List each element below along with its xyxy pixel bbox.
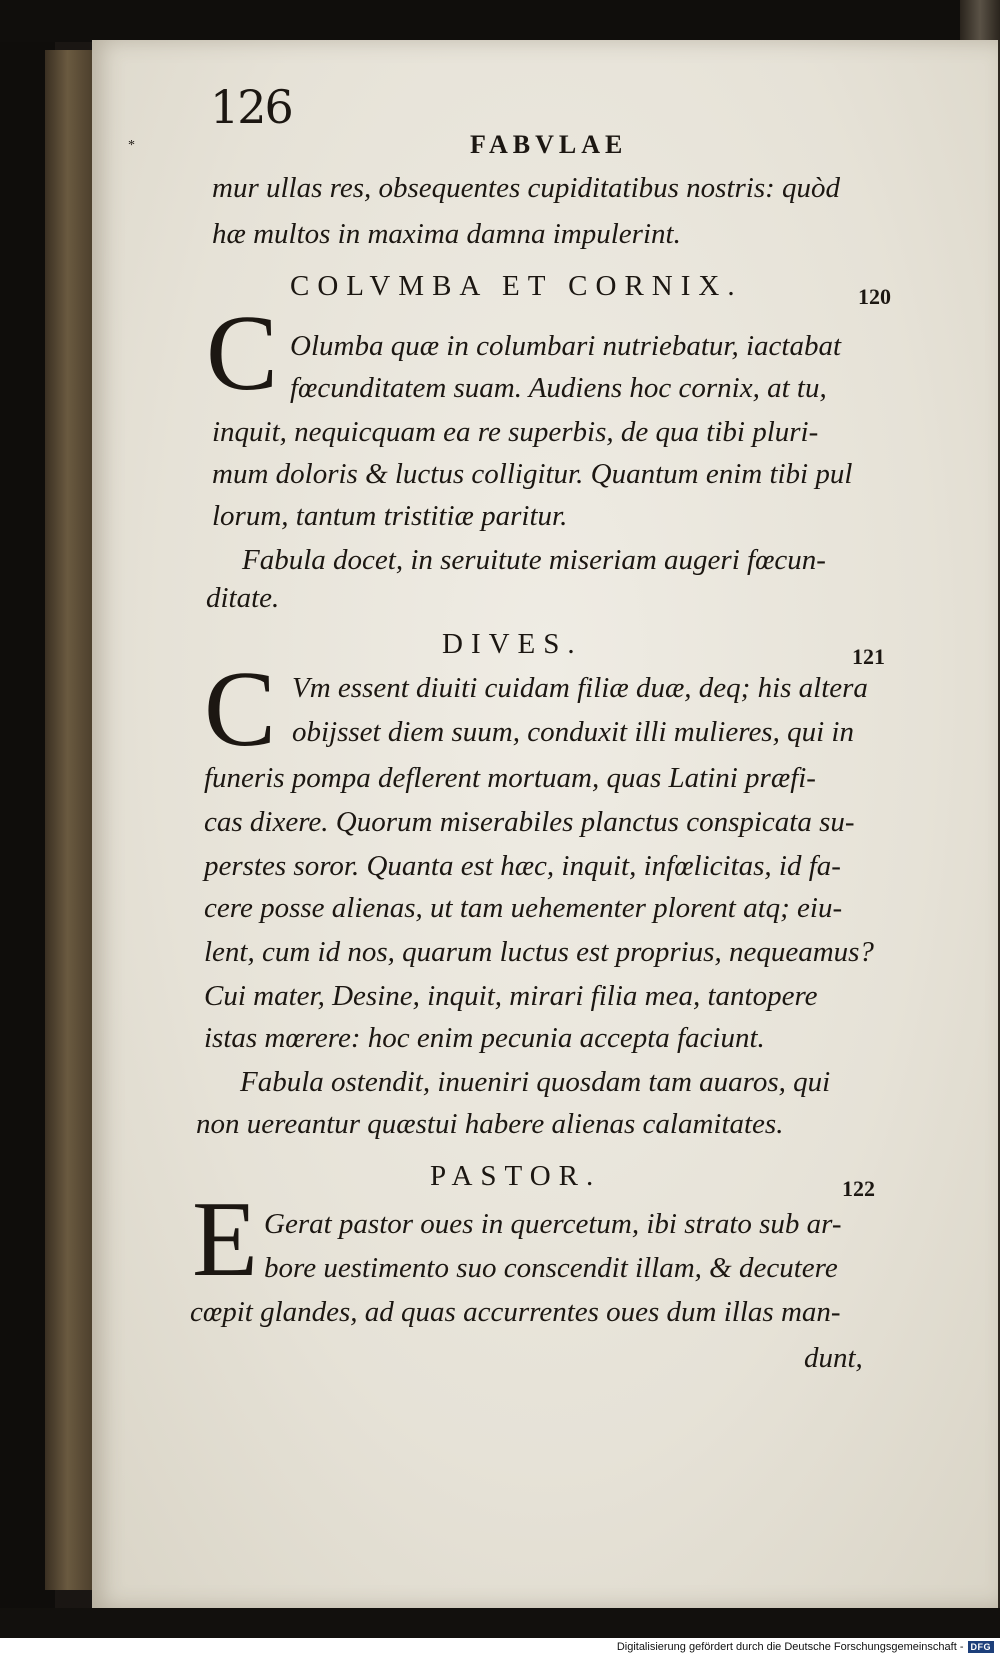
running-head: FABVLAE xyxy=(470,130,628,159)
fable-text-line: cere posse alienas, ut tam uehementer plorent atq; eiu- xyxy=(204,892,843,924)
fable-text-line: Gerat pastor oues in quercetum, ibi strato sub ar- xyxy=(264,1208,842,1240)
fable-text-line: Vm essent diuiti cuidam filiæ duæ, deq; his altera xyxy=(292,672,868,704)
page-number: 126 xyxy=(210,80,292,134)
fable-text-line: inquit, nequicquam ea re superbis, de qua tibi pluri- xyxy=(212,416,819,448)
fable-text-line: istas mœrere: hoc enim pecunia accepta faciunt. xyxy=(204,1022,765,1054)
drop-initial: E xyxy=(192,1180,258,1299)
intro-line: hæ multos in maxima damna impulerint. xyxy=(212,218,681,250)
fable-number: 122 xyxy=(842,1176,875,1201)
fable-text-line: Cui mater, Desine, inquit, mirari filia mea, tantopere xyxy=(204,980,818,1012)
fable-moral-line: non uereantur quæstui habere alienas calamitates. xyxy=(196,1108,784,1140)
fable-title: DIVES. xyxy=(442,628,583,660)
fable-moral-line: ditate. xyxy=(206,582,280,614)
fable-number: 120 xyxy=(858,284,891,309)
fable-text-line: perstes soror. Quanta est hæc, inquit, infœlicitas, id fa- xyxy=(204,850,841,882)
fable-text-line: obijsset diem suum, conduxit illi mulieres, qui in xyxy=(292,716,854,748)
catchword: dunt, xyxy=(804,1342,863,1374)
margin-mark: * xyxy=(128,138,135,153)
intro-line: mur ullas res, obsequentes cupiditatibus nostris: quòd xyxy=(212,172,841,204)
fable-text-line: lorum, tantum tristitiæ paritur. xyxy=(212,500,568,532)
dfg-logo: DFG xyxy=(968,1641,995,1653)
credit-text: Digitalisierung gefördert durch die Deutsche Forschungsgemeinschaft - xyxy=(616,1640,964,1653)
fable-text-line: bore uestimento suo conscendit illam, & decutere xyxy=(264,1252,838,1284)
fable-number: 121 xyxy=(852,644,885,669)
fable-moral-line: Fabula ostendit, inueniri quosdam tam auaros, qui xyxy=(240,1066,831,1098)
fable-title: COLVMBA ET CORNIX. xyxy=(290,270,743,302)
fable-text-line: Olumba quæ in columbari nutriebatur, iactabat xyxy=(290,330,841,362)
fable-text-line: fœcunditatem suam. Audiens hoc cornix, at tu, xyxy=(290,372,827,404)
fable-moral-line: Fabula docet, in seruitute miseriam augeri fœcun- xyxy=(242,544,826,576)
fable-text-line: lent, cum id nos, quarum luctus est proprius, nequeamus? xyxy=(204,936,874,968)
drop-initial: C xyxy=(206,294,279,413)
drop-initial: C xyxy=(204,650,277,769)
fable-text-line: funeris pompa deflerent mortuam, quas Latini præfi- xyxy=(204,762,816,794)
fable-text-line: cœpit glandes, ad quas accurrentes oues dum illas man- xyxy=(190,1296,841,1328)
digitization-credit xyxy=(0,1638,1000,1655)
scan-background-bottom xyxy=(0,1608,1000,1638)
fable-text-line: cas dixere. Quorum miserabiles planctus conspicata su- xyxy=(204,806,855,838)
fable-text-line: mum doloris & luctus colligitur. Quantum enim tibi pul xyxy=(212,458,853,490)
fable-title: PASTOR. xyxy=(430,1160,602,1192)
